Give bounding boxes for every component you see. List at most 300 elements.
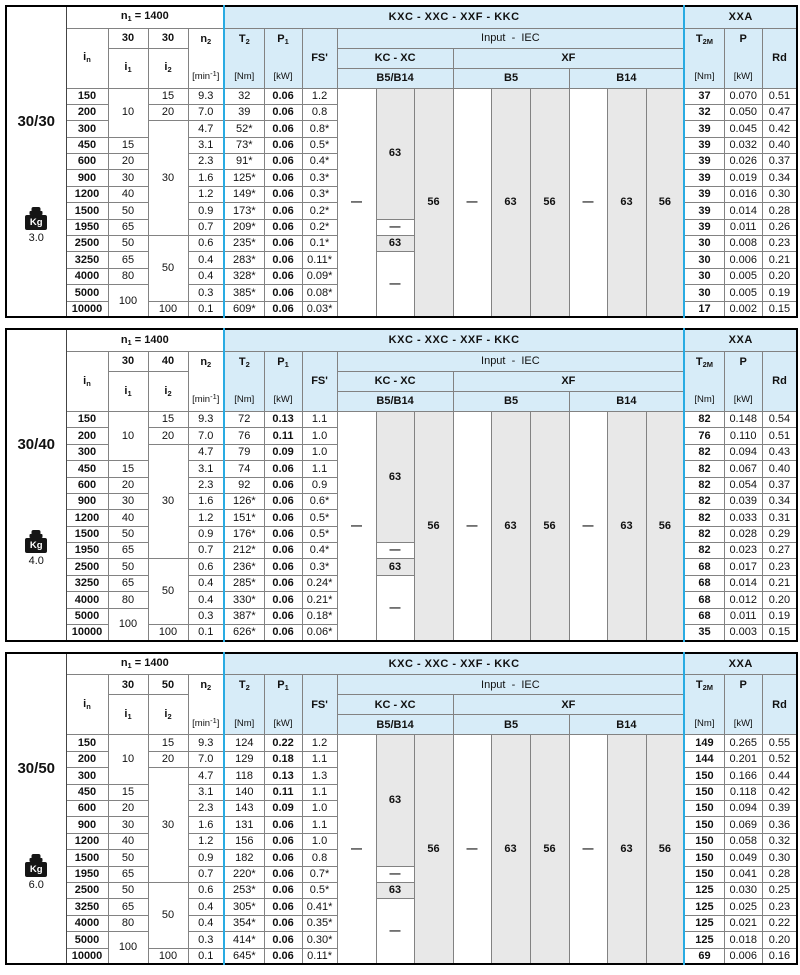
cell-t2: 151* — [224, 510, 264, 526]
gear-ratio-label: 30/30 — [17, 113, 56, 130]
header-b5: B5 — [453, 391, 569, 411]
cell-iec-motor-size: 63 — [491, 411, 530, 640]
cell-in: 150 — [66, 411, 108, 427]
cell-rd: 0.40 — [762, 461, 797, 477]
cell-n2: 1.6 — [188, 493, 224, 509]
header-p1-stack — [265, 676, 302, 733]
table-row — [6, 88, 797, 104]
cell-p: 0.005 — [724, 268, 762, 284]
header-row — [6, 28, 797, 48]
header-i2: $i_2$ — [148, 48, 188, 88]
cell-t2m: 30 — [684, 252, 724, 268]
cell-n2: 2.3 — [188, 477, 224, 493]
header-b5b14: B5/B14 — [337, 715, 453, 735]
cell-p1: 0.06 — [264, 625, 302, 641]
cell-t2m: 150 — [684, 768, 724, 784]
cell-iec-motor-size: — — [453, 88, 491, 317]
cell-iec-motor-size: 63 — [376, 735, 414, 866]
xxa-title: XXA — [684, 329, 797, 351]
cell-p1: 0.06 — [264, 88, 302, 104]
header-n2 — [188, 28, 224, 88]
weight-icon: Kg — [25, 538, 47, 553]
cell-in: 600 — [66, 801, 108, 817]
cell-fs: 0.24* — [302, 575, 337, 591]
cell-t2: 79 — [224, 444, 264, 460]
cell-t2: 173* — [224, 203, 264, 219]
cell-in: 900 — [66, 817, 108, 833]
cell-p: 0.265 — [724, 735, 762, 751]
cell-p1: 0.06 — [264, 608, 302, 624]
cell-p: 0.094 — [724, 801, 762, 817]
cell-fs: 1.1 — [302, 751, 337, 767]
cell-t2m: 37 — [684, 88, 724, 104]
cell-t2m: 32 — [684, 104, 724, 120]
cell-i1: 50 — [108, 203, 148, 219]
cell-iec-motor-size: 63 — [607, 735, 646, 964]
cell-iec-motor-size: 63 — [376, 882, 414, 898]
cell-iec-motor-size: — — [376, 252, 414, 318]
cell-t2m: 30 — [684, 268, 724, 284]
header-xf: XF — [453, 48, 684, 68]
header-i1: $i_1$ — [108, 48, 148, 88]
header-b5b14: B5/B14 — [337, 68, 453, 88]
cell-i1: 65 — [108, 866, 148, 882]
cell-i1: 65 — [108, 575, 148, 591]
cell-iec-motor-size: — — [569, 411, 607, 640]
header-i1-size: 30 — [108, 28, 148, 48]
cell-rd: 0.19 — [762, 285, 797, 301]
cell-p1: 0.11 — [264, 784, 302, 800]
cell-t2: 92 — [224, 477, 264, 493]
cell-in: 3250 — [66, 899, 108, 915]
cell-p: 0.006 — [724, 948, 762, 964]
cell-n2: 9.3 — [188, 88, 224, 104]
header-row — [6, 675, 797, 695]
cell-i1: 80 — [108, 915, 148, 931]
header-t2m-unit: [Nm] — [694, 70, 715, 82]
cell-p: 0.019 — [724, 170, 762, 186]
cell-n2: 0.9 — [188, 203, 224, 219]
cell-in: 150 — [66, 88, 108, 104]
input-speed-label: $n_1 = 1400$ — [66, 653, 224, 675]
cell-t2m: 82 — [684, 510, 724, 526]
cell-n2: 0.1 — [188, 948, 224, 964]
cell-fs: 0.5* — [302, 526, 337, 542]
cell-p1: 0.06 — [264, 575, 302, 591]
cell-t2m: 150 — [684, 850, 724, 866]
cell-i1: 30 — [108, 170, 148, 186]
cell-in: 200 — [66, 428, 108, 444]
header-t2m — [684, 675, 724, 735]
cell-i1: 15 — [108, 137, 148, 153]
cell-n2: 4.7 — [188, 768, 224, 784]
header-i2: $i_2$ — [148, 371, 188, 411]
gear-ratio-table-30-30 — [5, 5, 798, 318]
cell-fs: 0.9 — [302, 477, 337, 493]
cell-p: 0.039 — [724, 493, 762, 509]
cell-i1: 50 — [108, 559, 148, 575]
cell-t2m: 125 — [684, 932, 724, 948]
cell-in: 4000 — [66, 592, 108, 608]
cell-n2: 0.3 — [188, 285, 224, 301]
cell-iec-motor-size: — — [376, 575, 414, 641]
cell-fs: 0.21* — [302, 592, 337, 608]
cell-iec-motor-size: 63 — [376, 236, 414, 252]
cell-fs: 0.4* — [302, 154, 337, 170]
cell-in: 5000 — [66, 932, 108, 948]
cell-t2m: 39 — [684, 170, 724, 186]
xxa-title: XXA — [684, 6, 797, 28]
cell-p1: 0.13 — [264, 768, 302, 784]
cell-in: 1950 — [66, 543, 108, 559]
cell-t2m: 68 — [684, 559, 724, 575]
cell-p: 0.148 — [724, 411, 762, 427]
cell-fs: 0.06* — [302, 625, 337, 641]
cell-p: 0.041 — [724, 866, 762, 882]
cell-n2: 0.6 — [188, 882, 224, 898]
cell-p1: 0.06 — [264, 915, 302, 931]
size-label-cell — [6, 6, 66, 317]
cell-p1: 0.06 — [264, 219, 302, 235]
cell-t2: 253* — [224, 882, 264, 898]
cell-in: 450 — [66, 784, 108, 800]
cell-p: 0.006 — [724, 252, 762, 268]
cell-rd: 0.42 — [762, 784, 797, 800]
cell-t2m: 69 — [684, 948, 724, 964]
cell-fs: 0.35* — [302, 915, 337, 931]
cell-iec-motor-size: 63 — [491, 88, 530, 317]
header-n2-label: $n_2$ — [200, 32, 212, 46]
table-row — [6, 735, 797, 751]
cell-rd: 0.15 — [762, 301, 797, 317]
table-row — [6, 411, 797, 427]
cell-fs: 0.41* — [302, 899, 337, 915]
header-t2-stack — [225, 353, 264, 410]
weight-block — [7, 205, 66, 245]
cell-fs: 0.8 — [302, 850, 337, 866]
cell-n2: 3.1 — [188, 784, 224, 800]
cell-p: 0.002 — [724, 301, 762, 317]
cell-rd: 0.23 — [762, 236, 797, 252]
cell-t2: 129 — [224, 751, 264, 767]
cell-p1: 0.06 — [264, 137, 302, 153]
cell-t2: 285* — [224, 575, 264, 591]
cell-fs: 0.03* — [302, 301, 337, 317]
cell-iec-motor-size: 56 — [646, 411, 684, 640]
gear-ratio-label: 30/40 — [17, 436, 56, 454]
header-p-unit: [kW] — [733, 717, 753, 729]
cell-i2: 15 — [148, 88, 188, 104]
cell-fs: 0.18* — [302, 608, 337, 624]
cell-fs: 1.1 — [302, 461, 337, 477]
cell-rd: 0.26 — [762, 219, 797, 235]
cell-p: 0.021 — [724, 915, 762, 931]
cell-rd: 0.20 — [762, 932, 797, 948]
cell-p: 0.017 — [724, 559, 762, 575]
header-row — [6, 351, 797, 371]
header-in: $i_n$ — [66, 28, 108, 88]
weight-icon: Kg — [25, 862, 47, 877]
header-p-label: P — [739, 32, 747, 45]
cell-p: 0.067 — [724, 461, 762, 477]
cell-n2: 0.1 — [188, 301, 224, 317]
cell-iec-motor-size: 56 — [414, 735, 453, 964]
cell-p1: 0.06 — [264, 154, 302, 170]
header-t2-label: $T_2$ — [238, 355, 250, 369]
cell-p1: 0.06 — [264, 104, 302, 120]
header-p1-label: $P_1$ — [277, 355, 289, 369]
cell-fs: 0.5* — [302, 510, 337, 526]
cell-p: 0.069 — [724, 817, 762, 833]
cell-in: 1200 — [66, 833, 108, 849]
cell-n2: 0.4 — [188, 592, 224, 608]
cell-p1: 0.06 — [264, 252, 302, 268]
header-p — [724, 351, 762, 411]
cell-in: 1200 — [66, 510, 108, 526]
header-t2m-stack — [685, 676, 724, 733]
cell-iec-motor-size: 63 — [376, 411, 414, 542]
header-p-unit: [kW] — [733, 394, 753, 406]
header-fs: FS' — [302, 28, 337, 88]
header-t2m-unit: [Nm] — [694, 717, 715, 729]
cell-t2: 236* — [224, 559, 264, 575]
cell-t2: 76 — [224, 428, 264, 444]
cell-p: 0.008 — [724, 236, 762, 252]
cell-i1: 40 — [108, 510, 148, 526]
header-row — [6, 329, 797, 351]
cell-i1: 65 — [108, 899, 148, 915]
cell-in: 1500 — [66, 203, 108, 219]
cell-t2m: 149 — [684, 735, 724, 751]
cell-rd: 0.44 — [762, 768, 797, 784]
header-input-iec: Input - IEC — [337, 351, 684, 371]
cell-i1: 50 — [108, 882, 148, 898]
header-p1-unit: [kW] — [273, 70, 293, 82]
cell-in: 3250 — [66, 252, 108, 268]
cell-i1: 100 — [108, 608, 148, 641]
cell-t2: 609* — [224, 301, 264, 317]
cell-p: 0.003 — [724, 625, 762, 641]
cell-rd: 0.15 — [762, 625, 797, 641]
cell-rd: 0.28 — [762, 203, 797, 219]
cell-in: 5000 — [66, 608, 108, 624]
cell-t2: 626* — [224, 625, 264, 641]
cell-p: 0.030 — [724, 882, 762, 898]
cell-fs: 0.1* — [302, 236, 337, 252]
header-n2 — [188, 351, 224, 411]
header-t2m — [684, 351, 724, 411]
header-i1-size: 30 — [108, 351, 148, 371]
header-row — [6, 653, 797, 675]
cell-rd: 0.36 — [762, 817, 797, 833]
cell-n2: 1.6 — [188, 170, 224, 186]
cell-n2: 1.2 — [188, 833, 224, 849]
cell-rd: 0.51 — [762, 88, 797, 104]
cell-t2m: 68 — [684, 608, 724, 624]
header-p1 — [264, 675, 302, 735]
cell-in: 2500 — [66, 236, 108, 252]
header-t2 — [224, 28, 264, 88]
cell-rd: 0.37 — [762, 154, 797, 170]
header-row — [6, 6, 797, 28]
cell-t2m: 39 — [684, 219, 724, 235]
cell-i2: 20 — [148, 751, 188, 767]
cell-t2: 330* — [224, 592, 264, 608]
cell-t2m: 150 — [684, 866, 724, 882]
cell-t2: 125* — [224, 170, 264, 186]
header-xf: XF — [453, 371, 684, 391]
cell-t2: 52* — [224, 121, 264, 137]
cell-in: 1500 — [66, 850, 108, 866]
series-title: KXC - XXC - XXF - KKC — [224, 329, 684, 351]
cell-p1: 0.06 — [264, 932, 302, 948]
header-b5b14: B5/B14 — [337, 391, 453, 411]
cell-i1: 20 — [108, 154, 148, 170]
cell-fs: 1.0 — [302, 801, 337, 817]
header-t2-label: $T_2$ — [238, 32, 250, 46]
header-rd: Rd — [762, 28, 797, 88]
cell-n2: 2.3 — [188, 801, 224, 817]
cell-t2: 143 — [224, 801, 264, 817]
cell-rd: 0.29 — [762, 526, 797, 542]
table-body — [6, 6, 797, 317]
cell-rd: 0.16 — [762, 948, 797, 964]
cell-n2: 0.9 — [188, 526, 224, 542]
cell-t2: 385* — [224, 285, 264, 301]
cell-i1: 65 — [108, 219, 148, 235]
header-input-iec: Input - IEC — [337, 28, 684, 48]
cell-in: 600 — [66, 477, 108, 493]
cell-rd: 0.20 — [762, 268, 797, 284]
header-p — [724, 28, 762, 88]
cell-n2: 9.3 — [188, 411, 224, 427]
cell-n2: 9.3 — [188, 735, 224, 751]
size-label-cell — [6, 329, 66, 640]
cell-iec-motor-size: — — [376, 899, 414, 965]
header-p-label: P — [739, 355, 747, 368]
cell-iec-motor-size: 63 — [376, 559, 414, 575]
cell-p1: 0.13 — [264, 411, 302, 427]
cell-t2m: 144 — [684, 751, 724, 767]
header-t2m-stack — [685, 30, 724, 87]
input-speed-label: $n_1 = 1400$ — [66, 6, 224, 28]
cell-t2: 220* — [224, 866, 264, 882]
cell-i1: 80 — [108, 268, 148, 284]
cell-iec-motor-size: — — [376, 866, 414, 882]
cell-fs: 0.2* — [302, 203, 337, 219]
cell-i1: 10 — [108, 411, 148, 460]
cell-t2: 354* — [224, 915, 264, 931]
header-p-stack — [725, 30, 762, 87]
cell-n2: 4.7 — [188, 121, 224, 137]
cell-p: 0.166 — [724, 768, 762, 784]
cell-rd: 0.39 — [762, 801, 797, 817]
cell-p1: 0.06 — [264, 899, 302, 915]
cell-n2: 0.7 — [188, 543, 224, 559]
cell-rd: 0.37 — [762, 477, 797, 493]
cell-p1: 0.06 — [264, 592, 302, 608]
cell-t2m: 68 — [684, 592, 724, 608]
cell-i1: 15 — [108, 784, 148, 800]
gear-ratio-table-30-40 — [5, 328, 798, 641]
cell-n2: 3.1 — [188, 137, 224, 153]
cell-t2m: 150 — [684, 784, 724, 800]
cell-i1: 40 — [108, 186, 148, 202]
cell-in: 3250 — [66, 575, 108, 591]
cell-t2m: 39 — [684, 186, 724, 202]
cell-n2: 1.2 — [188, 186, 224, 202]
cell-t2: 182 — [224, 850, 264, 866]
cell-fs: 0.4* — [302, 543, 337, 559]
cell-t2m: 82 — [684, 444, 724, 460]
cell-in: 1200 — [66, 186, 108, 202]
cell-p: 0.050 — [724, 104, 762, 120]
xxa-title: XXA — [684, 653, 797, 675]
header-p1 — [264, 28, 302, 88]
cell-in: 10000 — [66, 948, 108, 964]
cell-i1: 65 — [108, 543, 148, 559]
cell-t2: 131 — [224, 817, 264, 833]
weight-value: 6.0 — [28, 878, 44, 891]
cell-i2: 100 — [148, 301, 188, 317]
weight-value: 4.0 — [28, 555, 44, 568]
header-n2-stack — [189, 30, 224, 87]
cell-fs: 0.8 — [302, 104, 337, 120]
cell-n2: 7.0 — [188, 751, 224, 767]
cell-iec-motor-size: 63 — [376, 88, 414, 219]
cell-i2: 30 — [148, 121, 188, 236]
cell-i2: 15 — [148, 411, 188, 427]
header-kc-xc: KC - XC — [337, 48, 453, 68]
header-b14: B14 — [569, 391, 684, 411]
table-body — [6, 329, 797, 640]
cell-fs: 0.6* — [302, 493, 337, 509]
cell-in: 1950 — [66, 219, 108, 235]
cell-i1: 30 — [108, 493, 148, 509]
cell-i2: 100 — [148, 948, 188, 964]
header-t2m — [684, 28, 724, 88]
cell-p1: 0.06 — [264, 559, 302, 575]
header-p1 — [264, 351, 302, 411]
header-t2-stack — [225, 676, 264, 733]
cell-rd: 0.25 — [762, 882, 797, 898]
cell-in: 10000 — [66, 625, 108, 641]
cell-t2: 283* — [224, 252, 264, 268]
cell-p1: 0.06 — [264, 236, 302, 252]
cell-fs: 0.3* — [302, 186, 337, 202]
cell-p1: 0.11 — [264, 428, 302, 444]
cell-n2: 0.3 — [188, 608, 224, 624]
cell-p: 0.049 — [724, 850, 762, 866]
cell-t2m: 76 — [684, 428, 724, 444]
cell-iec-motor-size: — — [569, 735, 607, 964]
header-xf: XF — [453, 695, 684, 715]
cell-t2: 645* — [224, 948, 264, 964]
header-i2: $i_2$ — [148, 695, 188, 735]
header-t2m-label: $T_{2M}$ — [695, 355, 714, 369]
cell-in: 4000 — [66, 268, 108, 284]
cell-fs: 1.0 — [302, 444, 337, 460]
cell-i1: 65 — [108, 252, 148, 268]
cell-t2: 74 — [224, 461, 264, 477]
cell-fs: 1.1 — [302, 411, 337, 427]
cell-p: 0.054 — [724, 477, 762, 493]
cell-t2: 328* — [224, 268, 264, 284]
cell-rd: 0.21 — [762, 575, 797, 591]
cell-rd: 0.31 — [762, 510, 797, 526]
cell-iec-motor-size: 56 — [646, 735, 684, 964]
cell-t2m: 150 — [684, 833, 724, 849]
